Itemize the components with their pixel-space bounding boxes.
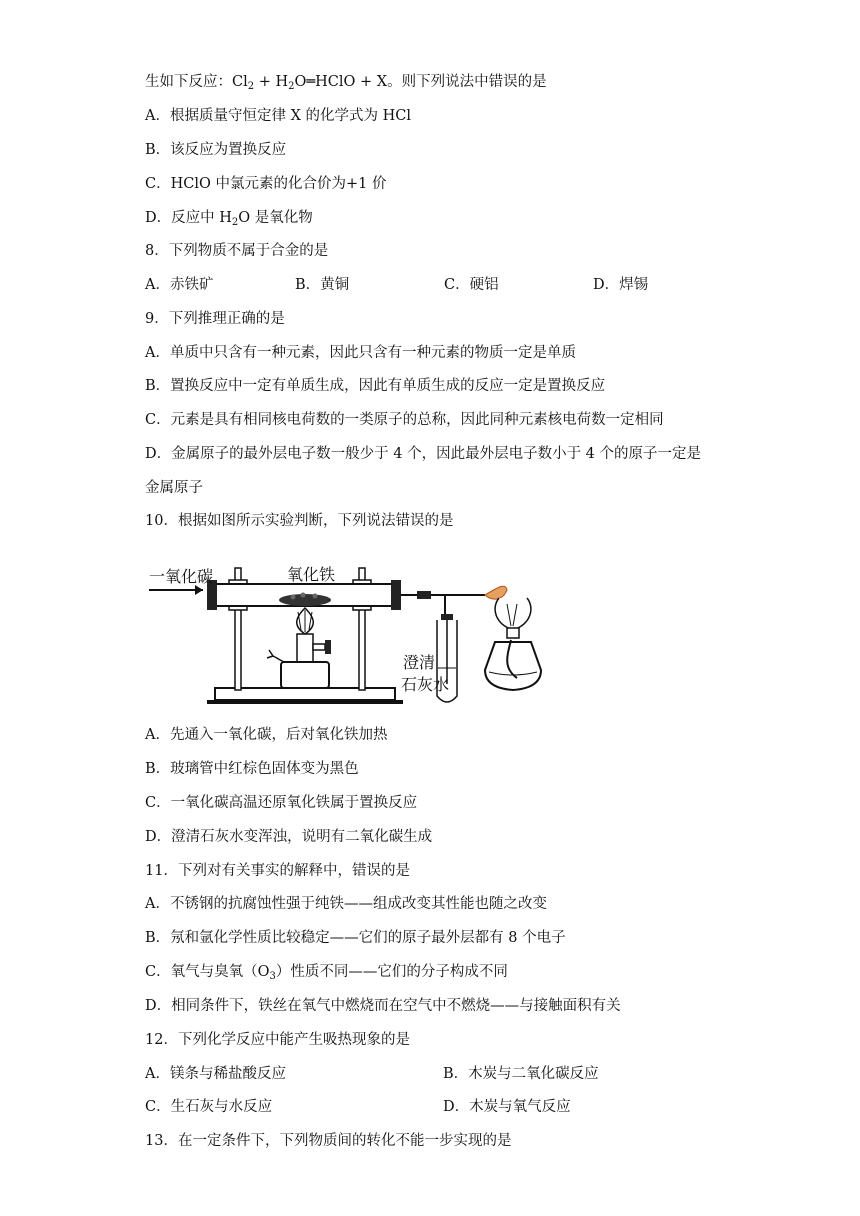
q7-stem: 生如下反应：$Cl_2$ + $H_2O═HClO + X$。则下列说法中错误的是	[145, 74, 547, 92]
q12-option-c: C．生石灰与水反应	[145, 1099, 273, 1115]
q12-option-b: B．木炭与二氧化碳反应	[443, 1066, 599, 1082]
q12-option-d: D．木炭与氧气反应	[443, 1099, 571, 1115]
label-iron-oxide: 氧化铁	[287, 565, 336, 584]
q11-stem: 11．下列对有关事实的解释中，错误的是	[145, 863, 410, 879]
q9-option-d-line2: 金属原子	[145, 480, 203, 496]
q10-option-a: A．先通入一氧化碳，后对氧化铁加热	[145, 727, 388, 743]
q10-apparatus-figure	[145, 560, 565, 710]
q9-option-a: A．单质中只含有一种元素，因此只含有一种元素的物质一定是单质	[145, 345, 576, 361]
q7-option-c: C．HClO 中氯元素的化合价为+1 价	[145, 176, 387, 192]
q9-option-b: B．置换反应中一定有单质生成，因此有单质生成的反应一定是置换反应	[145, 378, 606, 394]
q8-option-a: A．赤铁矿	[145, 277, 214, 293]
q12-option-a: A．镁条与稀盐酸反应	[145, 1066, 286, 1082]
q10-option-d: D．澄清石灰水变浑浊，说明有二氧化碳生成	[145, 829, 433, 845]
q12-stem: 12．下列化学反应中能产生吸热现象的是	[145, 1032, 410, 1048]
q7-option-d: D．反应中 $H_2O$ 是氧化物	[145, 210, 313, 228]
q8-option-c: C．硬铝	[444, 277, 499, 293]
q11-option-d: D．相同条件下，铁丝在氧气中燃烧而在空气中不燃烧——与接触面积有关	[145, 998, 621, 1014]
q13-stem: 13．在一定条件下，下列物质间的转化不能一步实现的是	[145, 1133, 512, 1149]
label-limewater-line1: 澄清	[403, 653, 436, 672]
q10-option-b: B．玻璃管中红棕色固体变为黑色	[145, 761, 359, 777]
label-limewater-line2: 石灰水	[401, 675, 450, 694]
q7-option-b: B．该反应为置换反应	[145, 142, 287, 158]
q9-stem: 9．下列推理正确的是	[145, 311, 285, 327]
q9-option-d-line1: D．金属原子的最外层电子数一般少于 4 个，因此最外层电子数小于 4 个的原子一定是	[145, 446, 702, 462]
q8-option-b: B．黄铜	[295, 277, 350, 293]
q10-stem: 10．根据如图所示实验判断，下列说法错误的是	[145, 513, 454, 529]
label-carbon-monoxide: 一氧化碳	[149, 567, 214, 586]
q11-option-a: A．不锈钢的抗腐蚀性强于纯铁——组成改变其性能也随之改变	[145, 896, 547, 912]
q9-option-c: C．元素是具有相同核电荷数的一类原子的总称，因此同种元素核电荷数一定相同	[145, 412, 664, 428]
q11-option-b: B．氖和氩化学性质比较稳定——它们的原子最外层都有 8 个电子	[145, 930, 566, 946]
q11-option-c: C．氧气与臭氧$(O_3)$性质不同——它们的分子构成不同	[145, 964, 508, 982]
q10-option-c: C．一氧化碳高温还原氧化铁属于置换反应	[145, 795, 418, 811]
q8-stem: 8．下列物质不属于合金的是	[145, 243, 329, 259]
q7-option-a: A．根据质量守恒定律 X 的化学式为 HCl	[145, 108, 411, 124]
q8-option-d: D．焊锡	[593, 277, 649, 293]
